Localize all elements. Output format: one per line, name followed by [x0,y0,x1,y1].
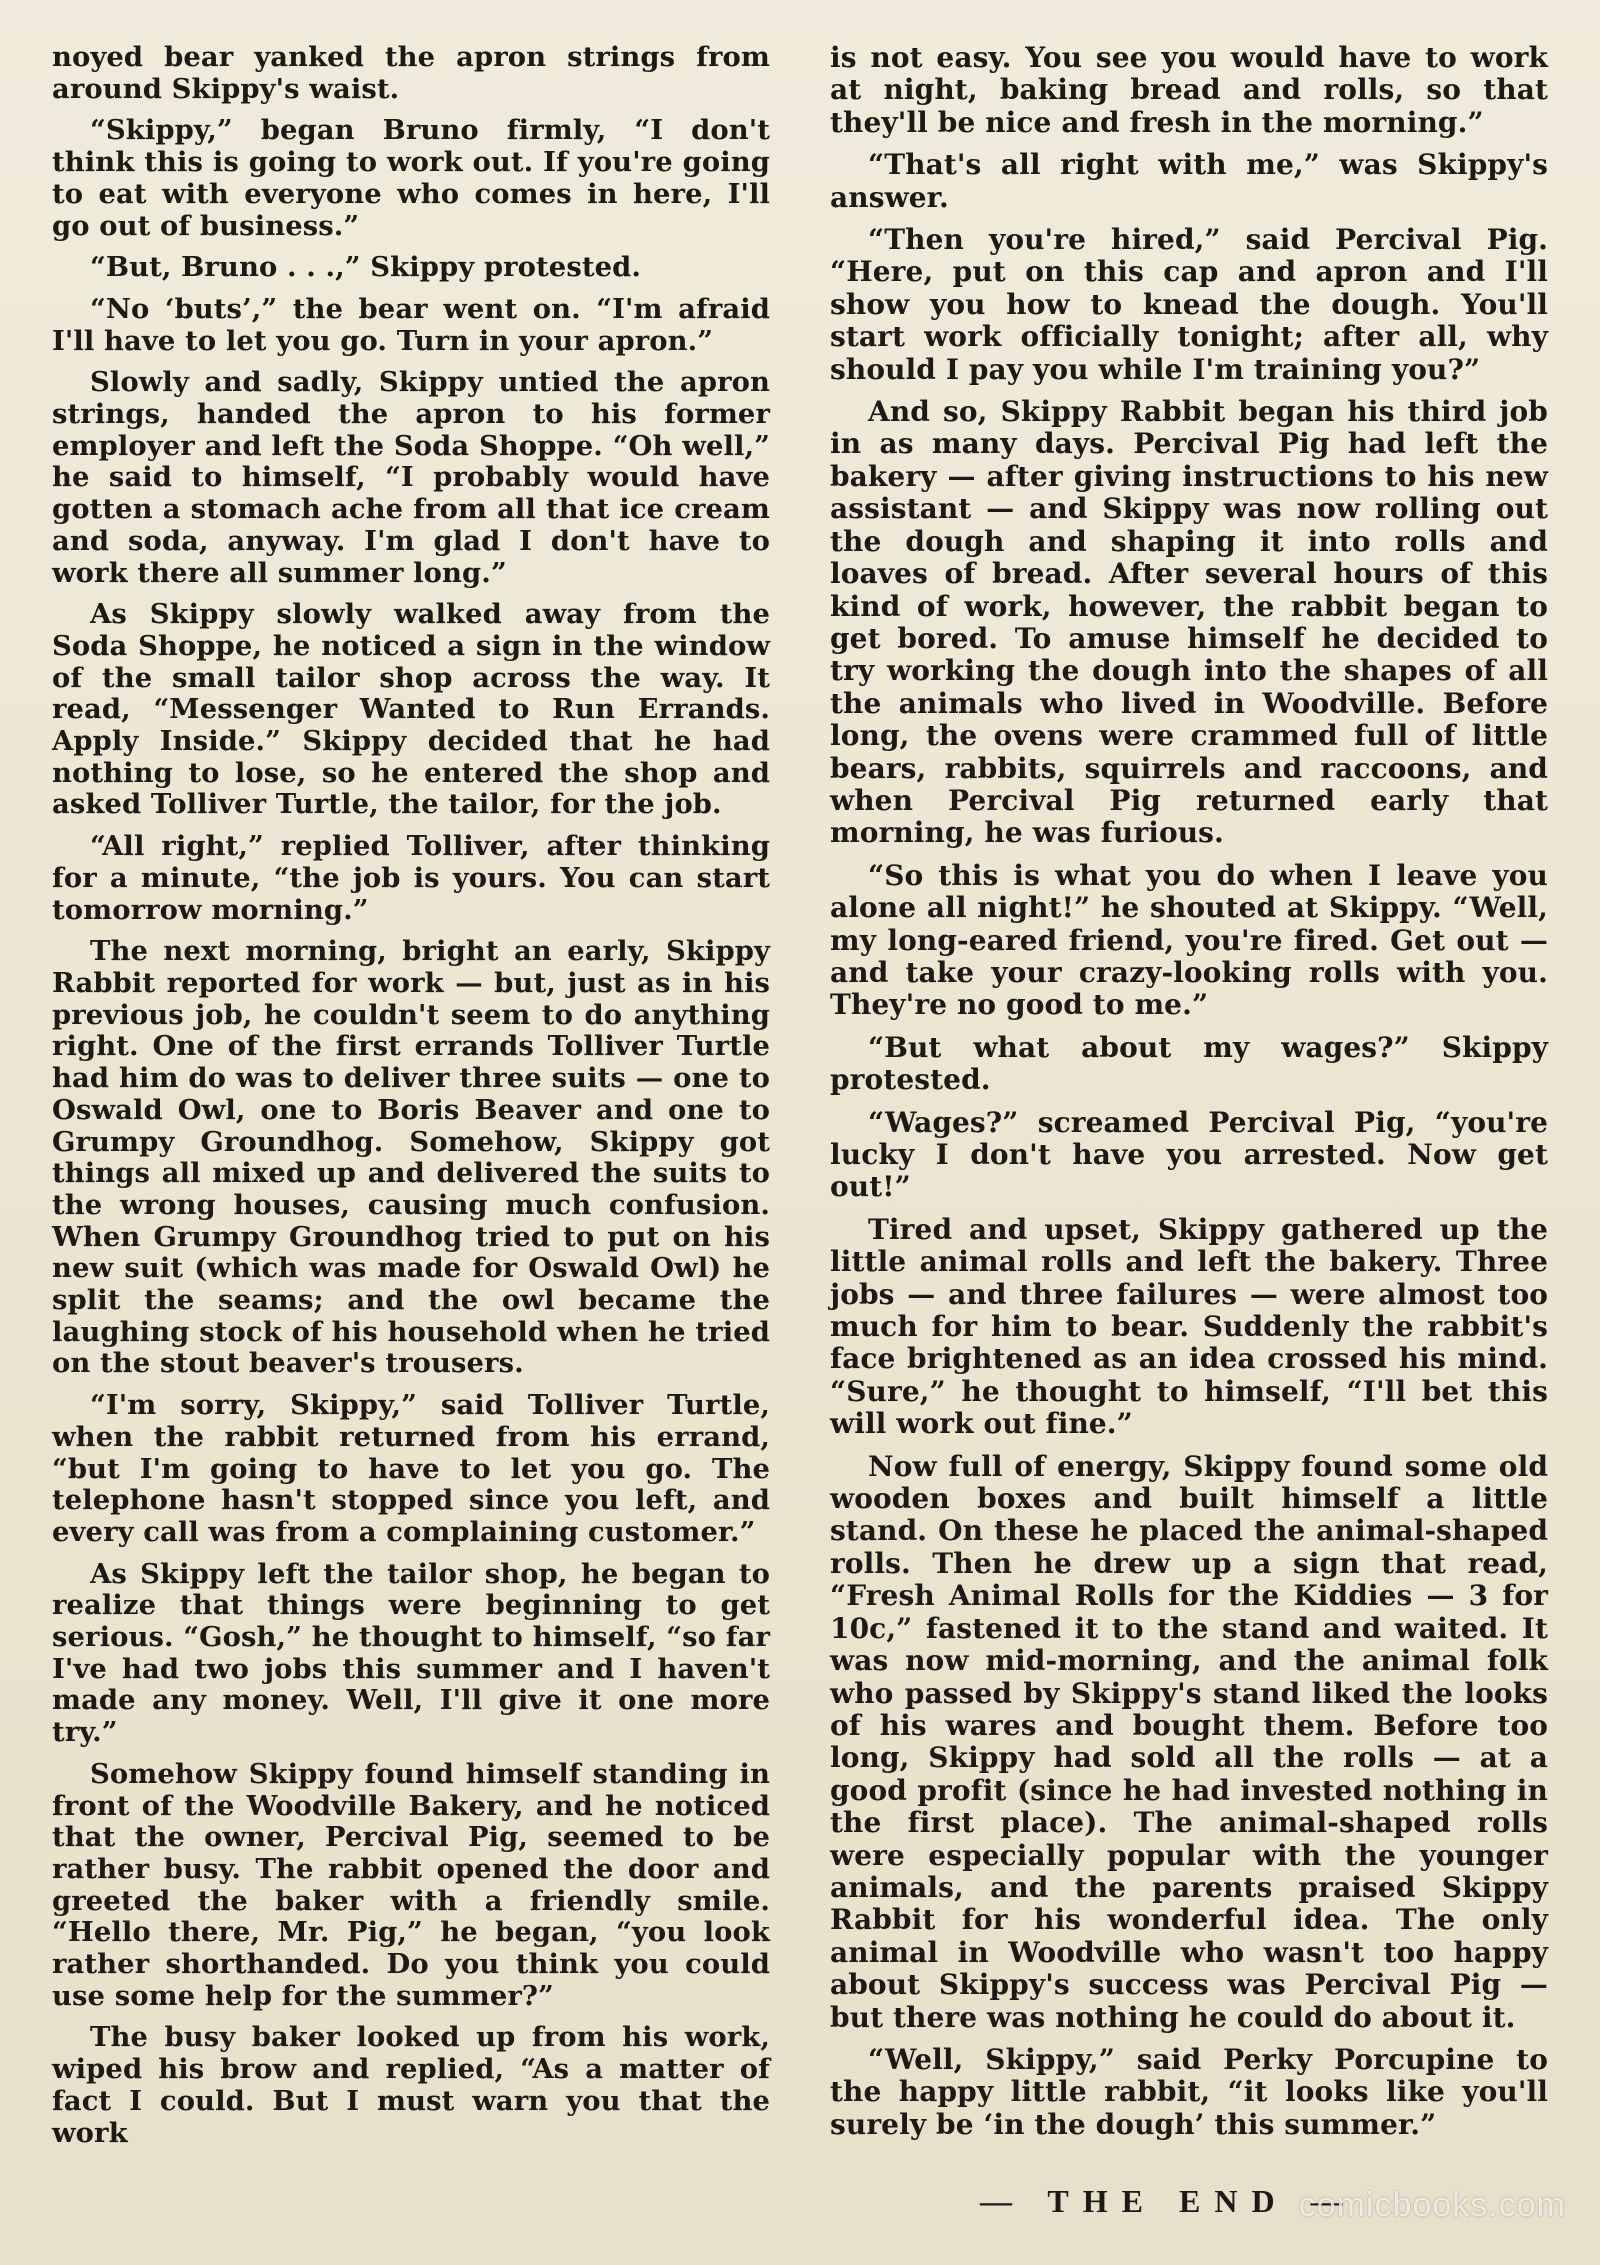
paragraph: “That's all right with me,” was Skippy's answer. [830,148,1548,214]
paragraph: “But what about my wages?” Skippy protested. [830,1030,1548,1097]
paragraph: And so, Skippy Rabbit began his third job in as many days. Percival Pig had left the bakery — after giving instructions to his new assistant — and Skippy was now rolling out the dough and shaping it into rolls and loaves of bread. After several hours of this kind of work, however, the rabbit began to get bored. To amuse himself he decided to try working the dough into the shapes of all the animals who lived in Woodville. Before long, the ovens were crammed full of little bears, rabbits, squirrels and raccoons, and when Percival Pig returned early that morning, he was furious. [830,395,1548,850]
text-column-left [52,42,770,2159]
paragraph: Tired and upset, Skippy gathered up the little animal rolls and left the bakery. Three jobs — and three failures — were almost too much for him to bear. Suddenly the rabbit's face brightened as an idea crossed his mind. “Sure,” he thought to himself, “I'll bet this will work out fine.” [830,1212,1548,1441]
paragraph: “Well, Skippy,” said Perky Porcupine to the happy little rabbit, “it looks like you'll surely be ‘in the dough’ this summer.” [830,2042,1548,2141]
paragraph: “Skippy,” began Bruno firmly, “I don't think this is going to work out. If you're going to eat with everyone who comes in here, I'll go out of business.” [52,114,770,242]
paragraph: The busy baker looked up from his work, wiped his brow and replied, “As a matter of fact I could. But I must warn you that the work [52,2021,770,2149]
paragraph: Now full of energy, Skippy found some old wooden boxes and built himself a little stand. On these he placed the animal-shaped rolls. Then he drew up a sign that read, “Fresh Animal Rolls for the Kiddies — 3 for 10c,” fastened it to the stand and waited. It was now mid-morning, and the animal folk who passed by Skippy's stand liked the looks of his wares and bought them. Before too long, Skippy had sold all the rolls — at a good profit (since he had invested nothing in the first place). The animal-shaped rolls were especially popular with the younger animals, and the parents praised Skippy Rabbit for his wonderful idea. The only animal in Woodville who wasn't too happy about Skippy's success was Percival Pig — but there was nothing he could do about it. [830,1449,1548,2034]
paragraph: As Skippy slowly walked away from the Soda Shoppe, he noticed a sign in the window of the small tailor shop across the way. It read, “Messenger Wanted to Run Errands. Apply Inside.” Skippy decided that he had nothing to lose, so he entered the shop and asked Tolliver Turtle, the tailor, for the job. [52,598,770,821]
paragraph: The next morning, bright an early, Skippy Rabbit reported for work — but, just as in his previous job, he couldn't seem to do anything right. One of the first errands Tolliver Turtle had him do was to deliver three suits — one to Oswald Owl, one to Boris Beaver and one to Grumpy Groundhog. Somehow, Skippy got things all mixed up and delivered the suits to the wrong houses, causing much confusion. When Grumpy Groundhog tried to put on his new suit (which was made for Oswald Owl) he split the seams; and the owl became the laughing stock of his household when he tried on the stout beaver's trousers. [52,935,770,1380]
paragraph: “No ‘buts’,” the bear went on. “I'm afraid I'll have to let you go. Turn in your apron.” [52,292,770,357]
paragraph: Somehow Skippy found himself standing in front of the Woodville Bakery, and he noticed that the owner, Percival Pig, seemed to be rather busy. The rabbit opened the door and greeted the baker with a friendly smile. “Hello there, Mr. Pig,” he began, “you look rather shorthanded. Do you think you could use some help for the summer?” [52,1757,770,2012]
paragraph: “Wages?” screamed Percival Pig, “you're lucky I don't have you arrested. Now get out!” [830,1105,1548,1204]
paragraph: is not easy. You see you would have to work at night, baking bread and rolls, so that they'll be nice and fresh in the morning.” [830,41,1548,139]
paragraph: noyed bear yanked the apron strings from around Skippy's waist. [52,41,770,105]
paragraph: “Then you're hired,” said Percival Pig. “Here, put on this cap and apron and I'll show you how to knead the dough. You'll start work officially tonight; after all, why should I pay you while I'm training you?” [830,223,1548,386]
paragraph: Slowly and sadly, Skippy untied the apron strings, handed the apron to his former employer and left the Soda Shoppe. “Oh well,” he said to himself, “I probably would have gotten a stomach ache from all that ice cream and soda, anyway. I'm glad I don't have to work there all summer long.” [52,366,770,589]
paragraph: “But, Bruno . . .,” Skippy protested. [90,251,642,284]
text-column-right [830,42,1548,2151]
end-marker: — THE END — [980,2183,1357,2219]
paragraph: “I'm sorry, Skippy,” said Tolliver Turtle, when the rabbit returned from his errand, “but I'm going to have to let you go. The telephone hasn't stopped since you left, and every call was from a complaining customer.” [52,1389,770,1548]
paragraph: As Skippy left the tailor shop, he began to realize that things were beginning to get serious. “Gosh,” he thought to himself, “so far I've had two jobs this summer and I haven't made any money. Well, I'll give it one more try.” [52,1557,770,1749]
watermark: comicbooks.com [1298,2186,1566,2224]
paragraph: “All right,” replied Tolliver, after thinking for a minute, “the job is yours. You can start tomorrow morning.” [52,830,770,926]
paragraph: “So this is what you do when I leave you alone all night!” he shouted at Skippy. “Well, my long-eared friend, you're fired. Get out — and take your crazy-looking rolls with you. They're no good to me.” [830,858,1548,1022]
